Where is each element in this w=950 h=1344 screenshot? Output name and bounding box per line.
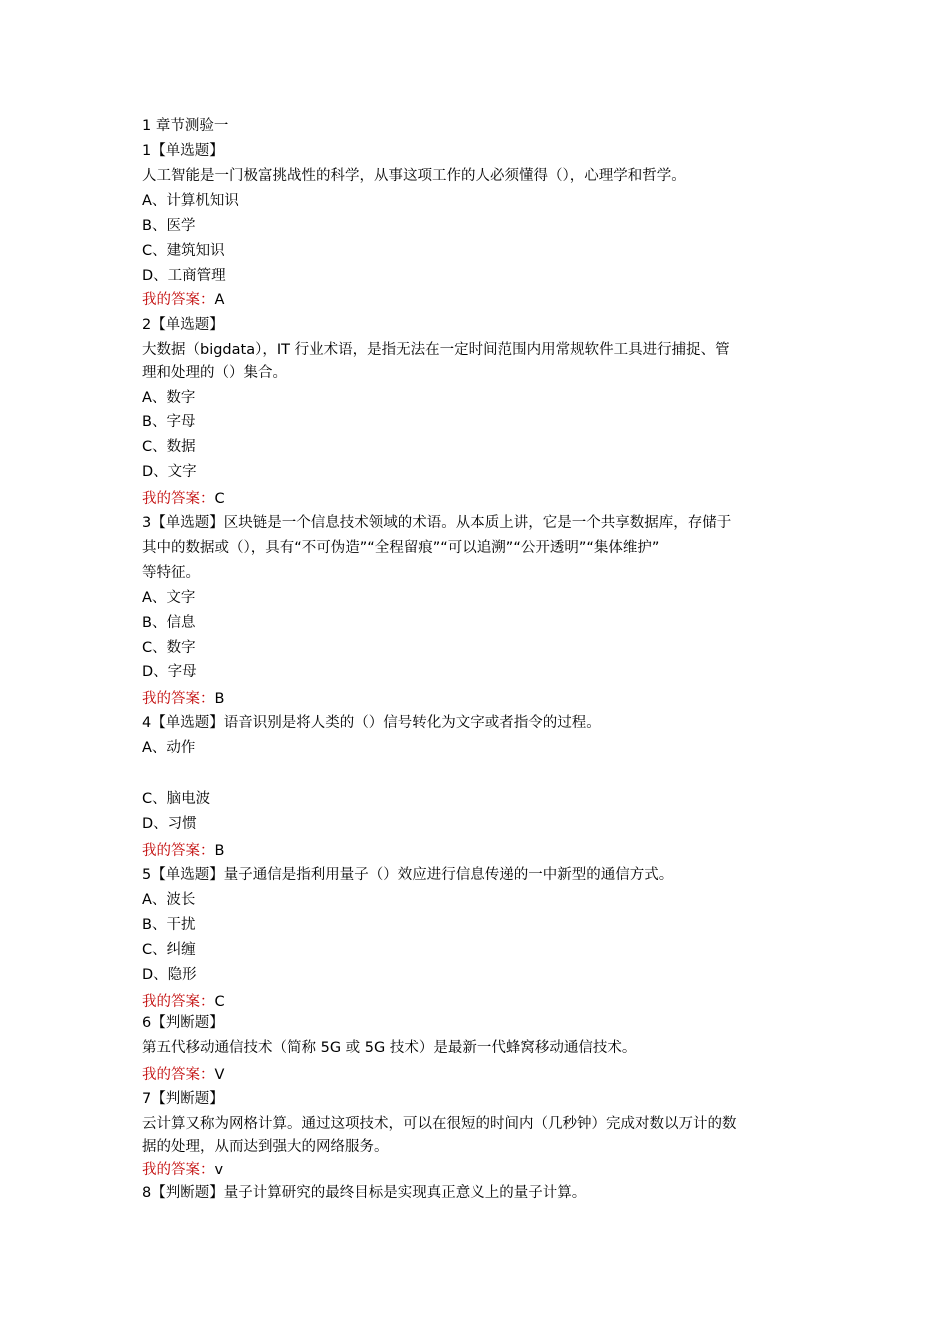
question-2-option-b: B、字母 [142, 414, 196, 430]
answer-label: 我的答案： [142, 691, 215, 707]
question-5-option-b: B、干扰 [142, 917, 196, 933]
answer-value: v [214, 1162, 224, 1178]
question-1-option-b: B、医学 [142, 218, 196, 234]
question-1-header: 1【单选题】 [142, 143, 224, 159]
section-title: 1 章节测验一 [142, 118, 229, 134]
answer-label: 我的答案： [142, 994, 215, 1010]
answer-value: C [214, 491, 225, 507]
question-1-stem: 人工智能是一门极富挑战性的科学，从事这项工作的人必须懂得（），心理学和哲学。 [142, 168, 686, 184]
question-1-option-d: D、工商管理 [142, 268, 226, 284]
question-4-stem: 4【单选题】语音识别是将人类的（）信号转化为文字或者指令的过程。 [142, 715, 601, 731]
question-5-stem: 5【单选题】量子通信是指利用量子（）效应进行信息传递的一中新型的通信方式。 [142, 867, 674, 883]
question-2-stem-line-2: 理和处理的（）集合。 [142, 365, 287, 381]
answer-label: 我的答案： [142, 1067, 215, 1083]
question-5-option-a: A、波长 [142, 892, 196, 908]
question-6-stem: 第五代移动通信技术（简称 5G 或 5G 技术）是最新一代蜂窝移动通信技术。 [142, 1040, 637, 1056]
question-2-option-c: C、数据 [142, 439, 196, 455]
answer-label: 我的答案： [142, 1162, 215, 1178]
question-4-answer [142, 842, 224, 860]
answer-value: B [214, 691, 225, 707]
answer-label: 我的答案： [142, 843, 215, 859]
question-2-answer [142, 490, 225, 508]
answer-value: V [214, 1067, 225, 1083]
question-1-answer [142, 291, 224, 309]
question-2-option-d: D、文字 [142, 464, 197, 480]
question-3-option-a: A、文字 [142, 590, 196, 606]
answer-value: C [214, 994, 225, 1010]
answer-value: A [214, 292, 225, 308]
question-3-stem-line-2: 其中的数据或（），具有“不可伪造”“全程留痕”“可以追溯”“公开透明”“集体维护” [142, 540, 660, 556]
question-3-option-d: D、字母 [142, 664, 197, 680]
question-6-answer [142, 1066, 224, 1084]
question-3-stem-line-3: 等特征。 [142, 565, 200, 581]
question-3-answer [142, 690, 224, 708]
question-2-header: 2【单选题】 [142, 317, 224, 333]
question-1-option-a: A、计算机知识 [142, 193, 239, 209]
question-3-stem-line-1: 3【单选题】区块链是一个信息技术领域的术语。从本质上讲，它是一个共享数据库，存储于 [142, 515, 732, 531]
answer-label: 我的答案： [142, 292, 215, 308]
question-4-option-a: A、动作 [142, 740, 196, 756]
question-3-option-c: C、数字 [142, 640, 196, 656]
answer-label: 我的答案： [142, 491, 215, 507]
question-1-option-c: C、建筑知识 [142, 243, 225, 259]
question-5-option-c: C、纠缠 [142, 942, 196, 958]
answer-value: B [214, 843, 225, 859]
question-3-option-b: B、信息 [142, 615, 196, 631]
question-7-stem-line-1: 云计算又称为网格计算。通过这项技术，可以在很短的时间内（几秒钟）完成对数以万计的数 [142, 1116, 737, 1132]
question-2-option-a: A、数字 [142, 390, 196, 406]
question-4-option-d: D、习惯 [142, 816, 197, 832]
question-2-stem-line-1: 大数据（bigdata），IT 行业术语，是指无法在一定时间范围内用常规软件工具进行捕捉、管 [142, 342, 730, 358]
question-8-stem: 8【判断题】量子计算研究的最终目标是实现真正意义上的量子计算。 [142, 1185, 587, 1201]
question-6-header: 6【判断题】 [142, 1015, 224, 1031]
question-7-stem-line-2: 据的处理，从而达到强大的网络服务。 [142, 1139, 389, 1155]
question-4-option-c: C、脑电波 [142, 791, 211, 807]
question-5-option-d: D、隐形 [142, 967, 197, 983]
question-7-answer [142, 1161, 223, 1179]
question-7-header: 7【判断题】 [142, 1091, 224, 1107]
question-5-answer [142, 993, 225, 1011]
